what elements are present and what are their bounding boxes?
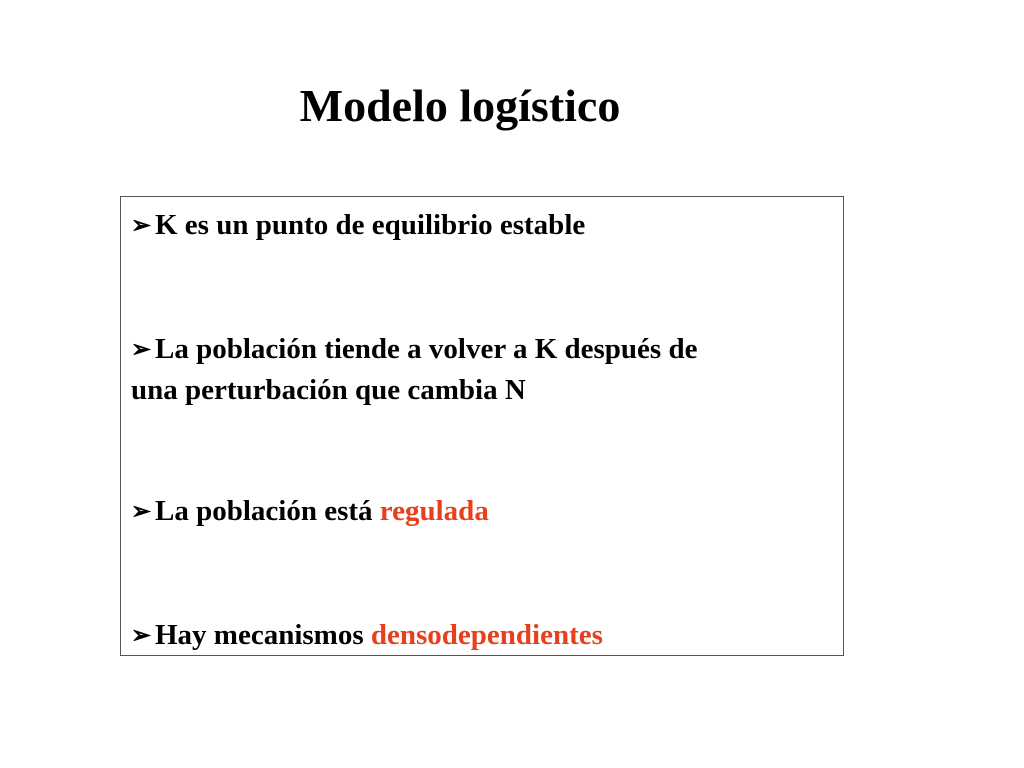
arrow-bullet-icon: ➢ — [131, 499, 152, 525]
bullet-list-box — [120, 196, 844, 656]
bullet-text-line2: una perturbación que cambia N — [131, 374, 526, 406]
highlighted-term: densodependientes — [370, 619, 603, 651]
bullet-text-line1: La población tiende a volver a K después de — [155, 333, 698, 365]
bullet-item-equilibrium — [131, 205, 585, 246]
slide-title: Modelo logístico — [299, 80, 621, 131]
highlighted-term: regulada — [379, 495, 489, 527]
arrow-bullet-icon: ➢ — [131, 623, 152, 649]
arrow-bullet-icon: ➢ — [131, 337, 152, 363]
bullet-text: Hay mecanismos — [155, 619, 371, 651]
bullet-item-regulated — [131, 491, 489, 532]
bullet-text: K es un punto de equilibrio estable — [155, 209, 586, 241]
bullet-item-density-dependent — [131, 615, 603, 656]
bullet-item-return-to-k — [131, 329, 697, 410]
arrow-bullet-icon: ➢ — [131, 213, 152, 239]
bullet-text: La población está — [155, 495, 380, 527]
